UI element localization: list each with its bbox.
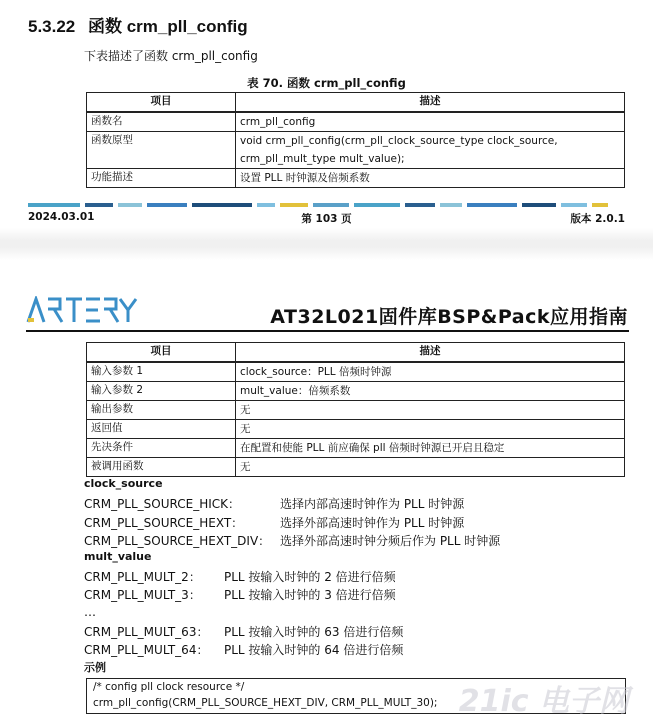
function-table — [86, 92, 625, 188]
watermark: 21ic 电子网 — [458, 684, 629, 719]
stripe-segment — [522, 203, 556, 207]
row-label: 返回值 — [87, 420, 236, 439]
row-value: 在配置和使能 PLL 前应确保 pll 倍频时钟源已开启且稳定 — [236, 439, 625, 458]
stripe-segment — [28, 203, 80, 207]
param-name: CRM_PLL_SOURCE_HICK： — [84, 497, 241, 511]
stripe-segment — [85, 203, 113, 207]
param-line — [84, 605, 96, 619]
param-name: CRM_PLL_SOURCE_HEXT： — [84, 516, 244, 530]
table-row — [87, 132, 625, 169]
param-desc: PLL 按输入时钟的 63 倍进行倍频 — [224, 625, 404, 639]
stripe-segment — [467, 203, 517, 207]
row-label: 输出参数 — [87, 401, 236, 420]
param-desc: 选择外部高速时钟作为 PLL 时钟源 — [280, 516, 465, 530]
stripe-segment — [561, 203, 587, 207]
row-label: 输入参数 2 — [87, 382, 236, 401]
code-line: crm_pll_config(CRM_PLL_SOURCE_HEXT_DIV, CRM_PLL_MULT_30); — [93, 697, 438, 709]
header-item: 项目 — [87, 93, 236, 113]
param-line — [84, 623, 404, 640]
stripe-segment — [118, 203, 142, 207]
param-line — [84, 532, 501, 549]
stripe-segment — [192, 203, 252, 207]
row-value: mult_value：倍频系数 — [236, 382, 625, 401]
param-name: CRM_PLL_MULT_63： — [84, 625, 209, 639]
header-desc: 描述 — [236, 93, 625, 113]
stripe-segment — [280, 203, 308, 207]
row-value: 无 — [236, 420, 625, 439]
param-name: CRM_PLL_MULT_2： — [84, 570, 201, 584]
header-desc: 描述 — [236, 343, 625, 363]
table-row — [87, 439, 625, 458]
param-name: CRM_PLL_MULT_3： — [84, 588, 201, 602]
table-header-row — [87, 343, 625, 363]
page-gap — [0, 228, 653, 260]
table-row — [87, 458, 625, 477]
stripe-segment — [257, 203, 275, 207]
stripe-segment — [405, 203, 435, 207]
table-row — [87, 362, 625, 382]
mult-value-heading: mult_value — [84, 550, 152, 563]
param-desc: PLL 按输入时钟的 2 倍进行倍频 — [224, 570, 396, 584]
param-desc: 选择内部高速时钟作为 PLL 时钟源 — [280, 497, 465, 511]
param-name: … — [84, 605, 96, 619]
footer-version: 版本 2.0.1 — [570, 213, 625, 225]
param-name: CRM_PLL_MULT_64： — [84, 643, 209, 657]
param-desc: 选择外部高速时钟分频后作为 PLL 时钟源 — [280, 534, 501, 548]
document-title: AT32L021固件库BSP&Pack应用指南 — [270, 306, 628, 328]
row-value: 无 — [236, 401, 625, 420]
table-row — [87, 420, 625, 439]
example-heading: 示例 — [84, 661, 106, 674]
param-table — [86, 342, 625, 477]
row-label: 先决条件 — [87, 439, 236, 458]
row-label: 被调用函数 — [87, 458, 236, 477]
section-number: 5.3.22 — [28, 17, 76, 36]
header-item: 项目 — [87, 343, 236, 363]
param-line — [84, 514, 465, 531]
row-label: 输入参数 1 — [87, 362, 236, 382]
stripe-segment — [354, 203, 400, 207]
row-value: clock_source：PLL 倍频时钟源 — [236, 362, 625, 382]
stripe-segment — [313, 203, 349, 207]
artery-logo-icon — [26, 296, 138, 324]
row-value: 设置 PLL 时钟源及倍频系数 — [236, 169, 625, 188]
artery-logo — [26, 296, 138, 328]
table-row — [87, 401, 625, 420]
section-name: 函数 crm_pll_config — [88, 17, 248, 36]
header-divider — [26, 330, 629, 332]
stripe-segment — [592, 203, 608, 207]
param-line — [84, 495, 465, 512]
param-line — [84, 568, 396, 585]
table-header-row — [87, 93, 625, 113]
param-line — [84, 586, 396, 603]
row-value: 无 — [236, 458, 625, 477]
stripe-segment — [440, 203, 462, 207]
row-label: 函数名 — [87, 112, 236, 132]
row-label: 函数原型 — [87, 132, 236, 169]
table-row — [87, 112, 625, 132]
param-desc: PLL 按输入时钟的 64 倍进行倍频 — [224, 643, 404, 657]
row-label: 功能描述 — [87, 169, 236, 188]
table-row — [87, 382, 625, 401]
param-desc: PLL 按输入时钟的 3 倍进行倍频 — [224, 588, 396, 602]
stripe-segment — [147, 203, 187, 207]
param-line — [84, 641, 404, 658]
section-title — [28, 12, 248, 37]
clock-source-heading: clock_source — [84, 477, 163, 490]
code-line: /* config pll clock resource */ — [93, 681, 245, 693]
row-value: crm_pll_config — [236, 112, 625, 132]
footer-date: 2024.03.01 — [28, 211, 95, 223]
row-value: void crm_pll_config(crm_pll_clock_source_type clock_source, crm_pll_mult_type mult_value); — [236, 132, 625, 169]
table-caption: 表 70. 函数 crm_pll_config — [247, 76, 406, 90]
intro-text: 下表描述了函数 crm_pll_config — [84, 49, 258, 63]
table-row — [87, 169, 625, 188]
param-name: CRM_PLL_SOURCE_HEXT_DIV： — [84, 534, 271, 548]
footer-page-number: 第 103 页 — [301, 213, 352, 225]
